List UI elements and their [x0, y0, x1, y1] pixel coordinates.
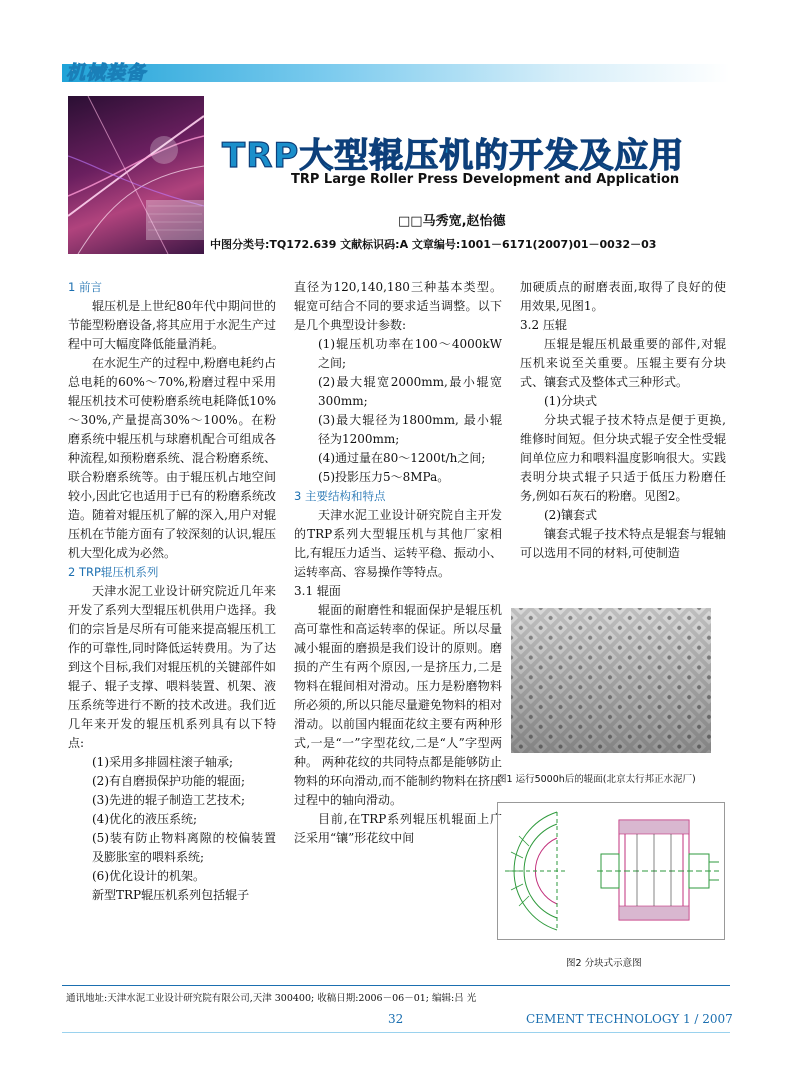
- section-tag: 机械装备: [66, 62, 147, 84]
- roller-surface-texture: [511, 608, 711, 753]
- section-banner: [62, 64, 730, 82]
- segmented-roller-drawing: [497, 802, 725, 940]
- paragraph: 天津水泥工业设计研究院近几年来开发了系列大型辊压机供用户选择。我们的宗旨是尽所有可能来提高辊压机工作的可靠性,同时降低运转费用。为了达到这个目标,我们对辊压机的关键部件如辊子、辊子支撑、喂料装置、机架、液压系统等进行不断的技术改进。我们近几年来开发的辊压机系列具有以下特点:: [68, 584, 276, 750]
- paragraph: (2)有自磨损保护功能的辊面;: [92, 774, 246, 788]
- paragraph: (2)最大辊宽2000mm,最小辊宽300mm;: [318, 375, 502, 408]
- paragraph: 加硬质点的耐磨表面,取得了良好的使用效果,见图1。: [520, 280, 726, 313]
- paragraph: 3.2 压辊: [520, 318, 567, 332]
- paragraph: 目前,在TRP系列辊压机辊面上广泛采用“镶”形花纹中间: [294, 812, 502, 845]
- article-meta: 中图分类号:TQ172.639 文献标识码:A 文章编号:1001－6171(2007)01－0032－03: [210, 238, 657, 251]
- paragraph: 压辊是辊压机最重要的部件,对辊压机来说至关重要。压辊主要有分块式、镶套式及整体式三种形式。: [520, 337, 726, 389]
- figure-2-caption: 图2 分块式示意图: [566, 958, 642, 969]
- section-heading: 3 主要结构和特点: [294, 489, 386, 503]
- paragraph: (5)装有防止物料离隙的校偏装置及膨胀室的喂料系统;: [92, 831, 276, 864]
- paragraph: (4)通过量在80～1200t/h之间;: [318, 451, 486, 465]
- paragraph: (1)采用多排圆柱滚子轴承;: [92, 755, 234, 769]
- text-column-1: [68, 278, 276, 905]
- paragraph: 辊面的耐磨性和辊面保护是辊压机高可靠性和高运转率的保证。所以尽量减小辊面的磨损是我们设计的原则。磨损的产生有两个原因,一是挤压力,二是物料在辊间相对滑动。压力是粉磨物料所必须的,所以只能尽量避免物料的相对滑动。以前国内辊面花纹主要有两种形式,一是“一”字型花纹,二是“人”字型两种。 两种花纹的共同特点都是能够防止物料的环向滑动,而不能制约物料在挤压过程中的轴向滑动。: [294, 603, 502, 807]
- paragraph: (1)分块式: [544, 394, 597, 408]
- hero-image: [68, 96, 204, 254]
- text-column-2: [294, 278, 502, 848]
- article-authors: □□马秀宽,赵怡德: [398, 214, 506, 229]
- paragraph: (2)镶套式: [544, 508, 597, 522]
- figure-2-segmented-roller-diagram: [497, 802, 725, 940]
- paragraph: 分块式辊子技术特点是便于更换,维修时间短。但分块式辊子安全性受辊间单位应力和喂料温度影响很大。实践表明分块式辊子只适于低压力粉磨任务,例如石灰石的粉磨。见图2。: [520, 413, 726, 503]
- page-number: 32: [388, 1012, 404, 1026]
- paragraph: 直径为120,140,180三种基本类型。辊宽可结合不同的要求适当调整。以下是几个典型设计参数:: [294, 280, 502, 332]
- paragraph: (5)投影压力5～8MPa。: [318, 470, 450, 484]
- paragraph: 辊压机是上世纪80年代中期问世的节能型粉磨设备,将其应用于水泥生产过程中可大幅度降低能量消耗。: [68, 299, 276, 351]
- article-subtitle: TRP Large Roller Press Development and Application: [291, 172, 680, 187]
- paragraph: 3.1 辊面: [294, 584, 341, 598]
- paragraph: 镶套式辊子技术特点是辊套与辊轴可以选用不同的材料,可使制造: [520, 527, 726, 560]
- hero-image-graphic: [68, 96, 204, 254]
- section-heading: 1 前言: [68, 280, 102, 294]
- paragraph: (3)最大辊径为1800mm, 最小辊径为1200mm;: [318, 413, 502, 446]
- paragraph: (1)辊压机功率在100～4000kW之间;: [318, 337, 502, 370]
- figure-1-roller-surface-photo: [511, 608, 711, 753]
- footnote-rule: [62, 985, 730, 986]
- paragraph: (4)优化的液压系统;: [92, 812, 198, 826]
- paragraph: (6)优化设计的机架。: [92, 869, 205, 883]
- paragraph: 天津水泥工业设计研究院自主开发的TRP系列大型辊压机与其他厂家相比,有辊压力适当、运转平稳、振动小、运转率高、容易操作等特点。: [294, 508, 502, 579]
- paragraph: (3)先进的辊子制造工艺技术;: [92, 793, 246, 807]
- figure-1-caption: 图1 运行5000h后的辊面(北京太行邦正水泥厂): [497, 774, 696, 785]
- article-title: TRP大型辊压机的开发及应用: [222, 136, 685, 176]
- text-column-3: [520, 278, 726, 563]
- paragraph: 在水泥生产的过程中,粉磨电耗约占总电耗的60%～70%,粉磨过程中采用辊压机技术可使粉磨系统电耗降低10%～30%,产量提高30%～100%。在粉磨系统中辊压机与球磨机配合可组成各种流程,如预粉磨系统、混合粉磨系统、联合粉磨系统等。由于辊压机占地空间较小,因此它也适用于已有的粉磨系统改造。随着对辊压机了解的深入,用户对辊压机在节能方面有了较深刻的认识,辊压机大型化成为必然。: [68, 356, 276, 560]
- footer-rule: [62, 1032, 730, 1033]
- journal-footer: CEMENT TECHNOLOGY 1 / 2007: [526, 1012, 733, 1026]
- section-heading: 2 TRP辊压机系列: [68, 565, 159, 579]
- paragraph: 新型TRP辊压机系列包括辊子: [92, 888, 250, 902]
- footnote: 通讯地址:天津水泥工业设计研究院有限公司,天津 300400; 收稿日期:2006－06－01; 编辑:吕 光: [66, 993, 477, 1004]
